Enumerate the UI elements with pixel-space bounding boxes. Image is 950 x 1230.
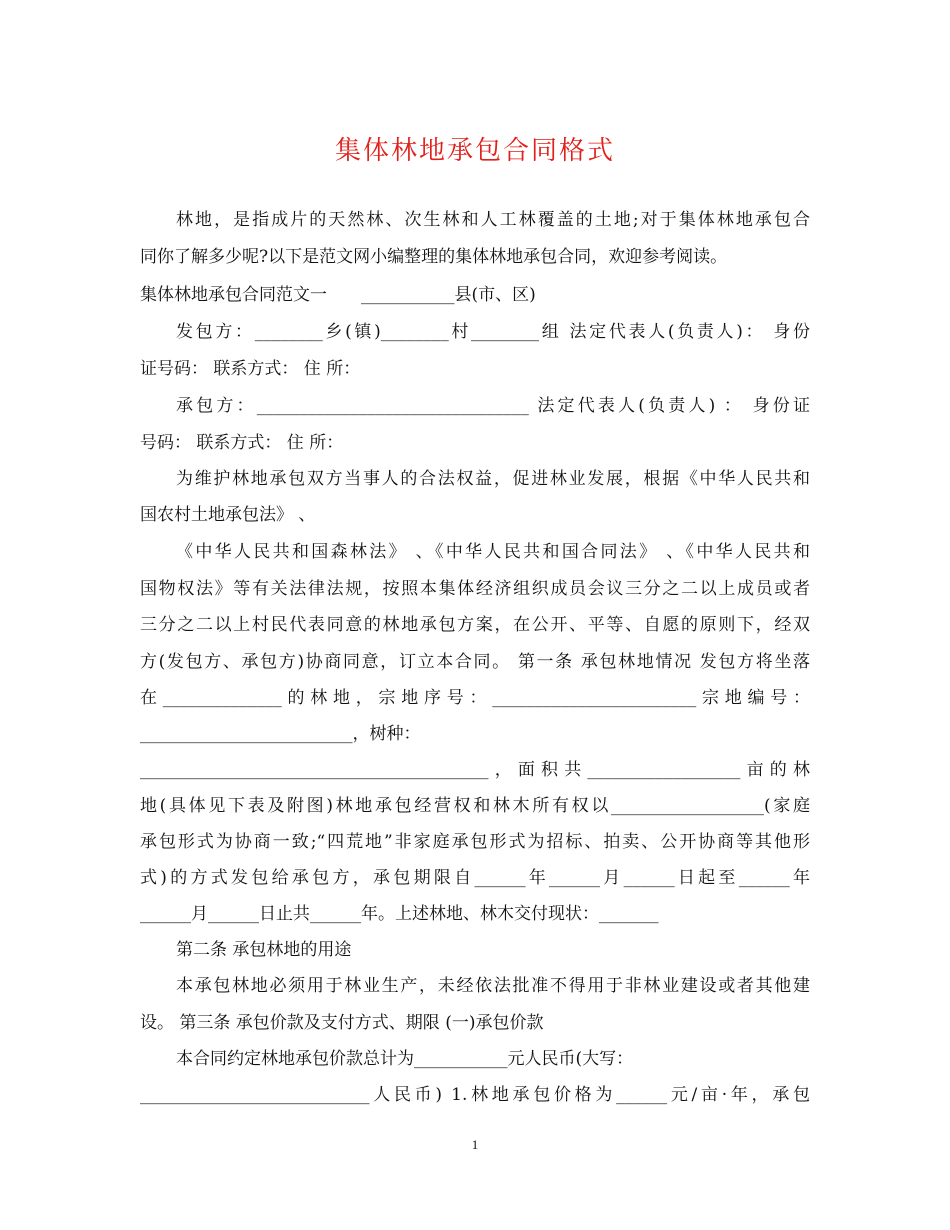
paragraph-line: ___________________________人民币) 1.林地承包价格为______元/亩·年，承包: [140, 1085, 810, 1105]
paragraph-line: 号码： 联系方式： 住 所：: [140, 433, 344, 453]
paragraph-line: 本承包林地必须用于林业生产，未经依法批准不得用于非林业建设或者其他建: [176, 976, 810, 996]
paragraph-line: 地(具体见下表及附图)林地承包经营权和林木所有权以__________________(家庭: [140, 796, 810, 816]
paragraph-line: 林地，是指成片的天然林、次生林和人工林覆盖的土地;对于集体林地承包合: [176, 210, 810, 230]
paragraph-line: 集体林地承包合同范文一 ___________县(市、区): [140, 285, 536, 305]
section-heading: 第二条 承包林地的用途: [176, 940, 352, 960]
paragraph-line: 式)的方式发包给承包方，承包期限自______年______月______日起至______年: [140, 868, 810, 888]
paragraph-line: 国农村土地承包法》 、: [140, 505, 316, 525]
paragraph-line: 国物权法》等有关法律法规，按照本集体经济组织成员会议三分之二以上成员或者: [140, 579, 810, 599]
document-title: 集体林地承包合同格式: [334, 136, 615, 166]
paragraph-line: 承包方：________________________________ 法定代表人(负责人) ： 身份证: [176, 396, 810, 416]
paragraph-line: 发包方：________乡(镇)________村________组 法定代表人(负责人)： 身份: [176, 322, 810, 342]
paragraph-line: 证号码： 联系方式： 住 所：: [140, 359, 361, 379]
paragraph-line: 设。 第三条 承包价款及支付方式、期限 (一)承包价款: [140, 1013, 544, 1033]
paragraph-line: 方(发包方、承包方)协商同意，订立本合同。 第一条 承包林地情况 发包方将坐落: [140, 652, 810, 672]
paragraph-line: ______月______日止共______年。上述林地、林木交付现状：_______: [140, 904, 659, 924]
paragraph-line: 《中华人民共和国森林法》 、《中华人民共和国合同法》 、《中华人民共和: [176, 542, 810, 562]
page-number: 1: [471, 1137, 479, 1152]
paragraph-line: _________________________，树种：: [140, 724, 421, 744]
paragraph-line: 承包形式为协商一致;“四荒地”非家庭承包形式为招标、拍卖、公开协商等其他形: [140, 832, 810, 852]
paragraph-line: 为维护林地承包双方当事人的合法权益，促进林业发展，根据《中华人民共和: [176, 469, 810, 489]
paragraph-line: _________________________________________，面积共__________________亩的林: [140, 760, 810, 780]
paragraph-line: 在______________的林地，宗地序号：________________________宗地编号：: [140, 688, 810, 708]
paragraph-line: 同你了解多少呢?以下是范文网小编整理的集体林地承包合同，欢迎参考阅读。: [140, 247, 728, 267]
paragraph-line: 三分之二以上村民代表同意的林地承包方案，在公开、平等、自愿的原则下，经双: [140, 615, 810, 635]
paragraph-line: 本合同约定林地承包价款总计为___________元人民币(大写：: [176, 1049, 634, 1069]
